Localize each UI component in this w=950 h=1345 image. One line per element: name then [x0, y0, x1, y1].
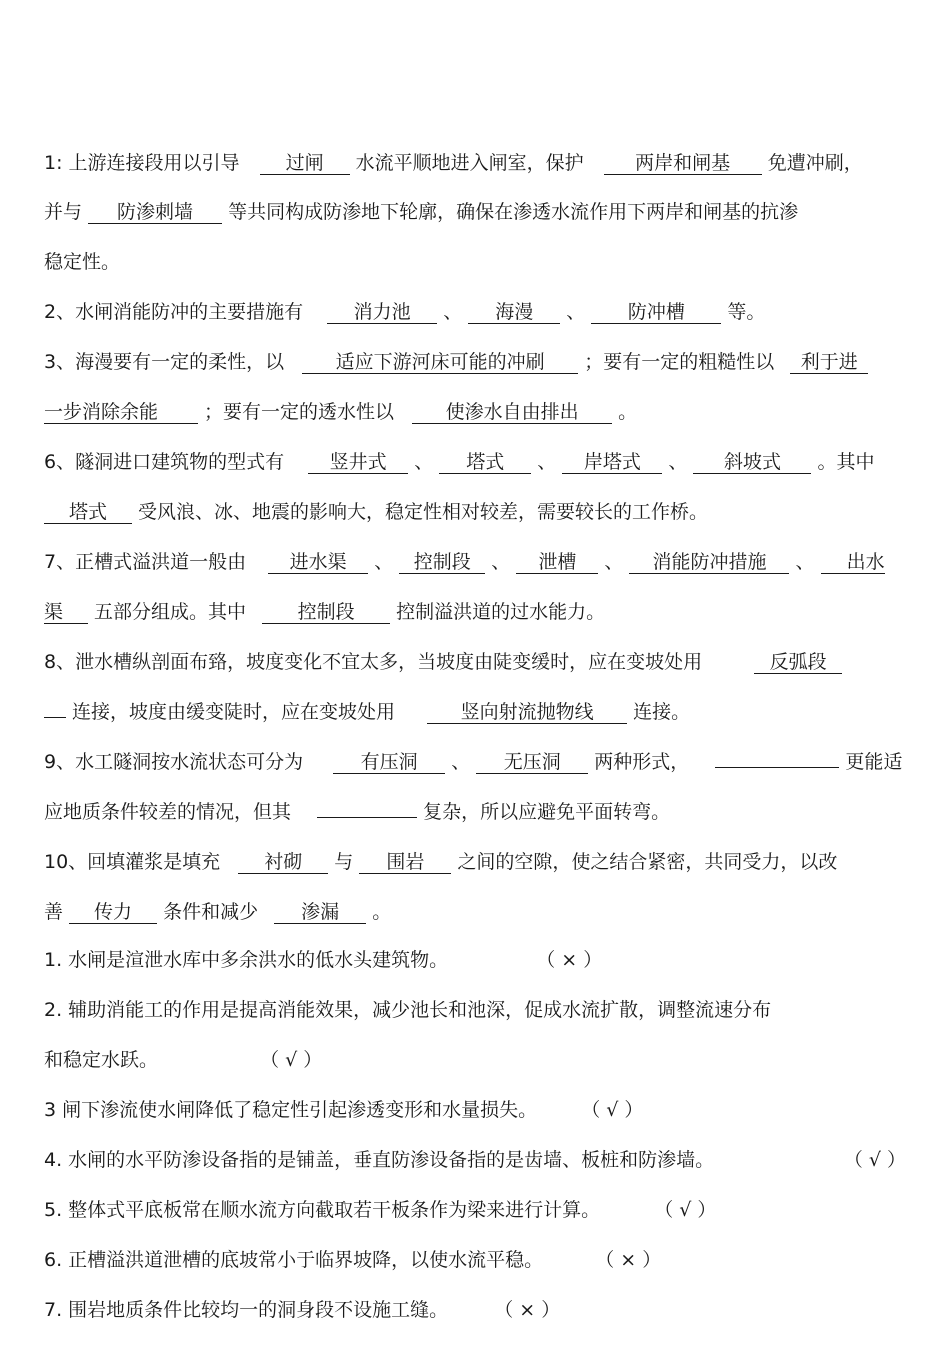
separator: 、 [374, 551, 394, 573]
q3-answer-3: 使渗水自由排出 [412, 401, 612, 424]
q7-answer-5: 出水 [821, 551, 885, 574]
judge-item-5 [44, 1197, 906, 1225]
q10-answer-3: 传力 [69, 901, 157, 924]
judge-item-2-cont [44, 1047, 906, 1075]
q10-line-1 [44, 849, 906, 877]
separator: 、 [491, 551, 511, 573]
q9-text: 两种形式， [594, 751, 690, 773]
judge-mark-false: （ × ） [536, 949, 603, 971]
separator: 、 [604, 551, 624, 573]
q6-answer-5: 塔式 [44, 501, 132, 524]
q6-text: 。其中 [817, 451, 875, 473]
q10-text: 10、回填灌浆是填充 [44, 851, 221, 873]
judge-text: 5. 整体式平底板常在顺水流方向截取若干板条作为梁来进行计算。 [44, 1199, 601, 1221]
judge-text: 和稳定水跃。 [44, 1049, 159, 1071]
q3-answer-1: 适应下游河床可能的冲刷 [302, 351, 578, 374]
q8-line-1 [44, 649, 906, 677]
q10-line-2 [44, 899, 906, 927]
q8-answer-1: 反弧段 [754, 651, 842, 674]
judge-mark-true: （ √ ） [654, 1199, 717, 1221]
q6-answer-4: 斜坡式 [693, 451, 811, 474]
q3-line-2 [44, 399, 906, 427]
judge-mark-true: （ √ ） [843, 1149, 906, 1171]
separator: 、 [443, 301, 463, 323]
q7-line-1 [44, 549, 906, 577]
judge-item-1 [44, 947, 906, 975]
q10-text: 与 [334, 851, 354, 873]
q9-text: 9、水工隧洞按水流状态可分为 [44, 751, 304, 773]
q7-answer-1: 进水渠 [268, 551, 368, 574]
q6-line-1 [44, 449, 906, 477]
judge-text: 6. 正槽溢洪道泄槽的底坡常小于临界坡降，以使水流平稳。 [44, 1249, 544, 1271]
judge-mark-false: （ × ） [595, 1249, 662, 1271]
q7-answer-4: 消能防冲措施 [629, 551, 789, 574]
q1-text: 等共同构成防渗地下轮廓，确保在渗透水流作用下两岸和闸基的抗渗 [228, 201, 799, 223]
q8-answer-2: 竖向射流抛物线 [427, 701, 627, 724]
judge-item-4 [44, 1147, 906, 1175]
q6-answer-2: 塔式 [439, 451, 531, 474]
q7-answer-6: 控制段 [262, 601, 390, 624]
q1-text: 免遭冲刷， [767, 152, 863, 174]
separator: 、 [537, 451, 557, 473]
q10-text: 善 [44, 901, 64, 923]
judge-item-3 [44, 1097, 906, 1125]
q9-line-2 [44, 799, 906, 827]
q8-line-2 [44, 699, 906, 727]
q1-text: 水流平顺地进入闸室，保护 [355, 152, 584, 174]
judge-text: 2. 辅助消能工的作用是提高消能效果，减少池长和池深，促成水流扩散，调整流速分布 [44, 999, 772, 1021]
q6-line-2 [44, 499, 906, 527]
judge-text: 7. 围岩地质条件比较均一的洞身段不设施工缝。 [44, 1299, 449, 1321]
q8-text: 连接，坡度由缓变陡时，应在变坡处用 [72, 701, 396, 723]
q2-text: 2、水闸消能防冲的主要措施有 [44, 301, 304, 323]
q9-text: 更能适 [845, 751, 903, 773]
q7-text: 五部分组成。其中 [94, 601, 247, 623]
judge-item-7 [44, 1297, 906, 1325]
q3-line-1 [44, 349, 906, 377]
judge-text: 4. 水闸的水平防渗设备指的是铺盖，垂直防渗设备指的是齿墙、板桩和防渗墙。 [44, 1149, 715, 1171]
q1-answer-1: 过闸 [260, 152, 350, 175]
separator: 、 [414, 451, 434, 473]
q3-answer-2: 利于进 [790, 351, 868, 374]
q9-line-1 [44, 749, 906, 777]
separator: 、 [795, 551, 815, 573]
q8-text: 连接。 [633, 701, 691, 723]
q1-line-3 [44, 249, 906, 277]
judge-mark-false: （ × ） [494, 1299, 561, 1321]
q2-text: 等。 [727, 301, 766, 323]
q1-answer-2: 两岸和闸基 [604, 152, 762, 175]
q2-answer-3: 防冲槽 [591, 301, 721, 324]
q3-text: ；要有一定的粗糙性以 [584, 351, 775, 373]
q1-text: 并与 [44, 201, 83, 223]
judge-text: 1. 水闸是渲泄水库中多余洪水的低水头建筑物。 [44, 949, 449, 971]
q7-answer-5-cont: 渠 [44, 601, 88, 624]
q1-line-2 [44, 199, 906, 227]
q1-text: 稳定性。 [44, 251, 121, 273]
q3-text: ；要有一定的透水性以 [204, 401, 395, 423]
q3-text: 。 [618, 401, 638, 423]
q7-line-2 [44, 599, 906, 627]
q1-text: 1: 上游连接段用以引导 [44, 152, 240, 174]
q9-answer-2: 无压洞 [476, 751, 588, 774]
q7-answer-2: 控制段 [399, 551, 485, 574]
q1-line-1 [44, 150, 906, 178]
q6-text: 受风浪、冰、地震的影响大，稳定性相对较差，需要较长的工作桥。 [138, 501, 709, 523]
q9-text: 应地质条件较差的情况，但其 [44, 801, 292, 823]
q10-answer-4: 渗漏 [274, 901, 366, 924]
q3-answer-2-cont: 一步消除余能 [44, 401, 198, 424]
q10-answer-2: 围岩 [359, 851, 451, 874]
judge-item-6 [44, 1247, 906, 1275]
q7-answer-3: 泄槽 [516, 551, 598, 574]
judge-text: 3 闸下渗流使水闸降低了稳定性引起渗透变形和水量损失。 [44, 1099, 538, 1121]
q3-text: 3、海漫要有一定的柔性，以 [44, 351, 285, 373]
q2-answer-1: 消力池 [327, 301, 437, 324]
separator: 、 [668, 451, 688, 473]
q9-answer-4 [317, 817, 417, 818]
separator: 、 [566, 301, 586, 323]
q7-text: 7、正槽式溢洪道一般由 [44, 551, 247, 573]
q6-text: 6、隧洞进口建筑物的型式有 [44, 451, 285, 473]
judge-mark-true: （ √ ） [581, 1099, 644, 1121]
judge-mark-true: （ √ ） [260, 1049, 323, 1071]
separator: 、 [451, 751, 471, 773]
q10-answer-1: 衬砌 [238, 851, 328, 874]
q7-text: 控制溢洪道的过水能力。 [396, 601, 606, 623]
q2-line-1 [44, 299, 906, 327]
q6-answer-1: 竖井式 [308, 451, 408, 474]
q6-answer-3: 岸塔式 [562, 451, 662, 474]
q2-answer-2: 海漫 [468, 301, 560, 324]
q10-text: 之间的空隙，使之结合紧密，共同受力，以改 [457, 851, 838, 873]
q10-text: 。 [372, 901, 392, 923]
q8-text: 8、泄水槽纵剖面布臵，坡度变化不宜太多，当坡度由陡变缓时，应在变坡处用 [44, 651, 703, 673]
q9-text: 复杂，所以应避免平面转弯。 [423, 801, 671, 823]
q10-text: 条件和减少 [163, 901, 259, 923]
q8-answer-1-cont [44, 717, 66, 718]
q9-answer-1: 有压洞 [333, 751, 445, 774]
judge-item-2 [44, 997, 906, 1025]
q1-answer-3: 防渗刺墙 [88, 201, 222, 224]
q9-answer-3 [715, 767, 839, 768]
